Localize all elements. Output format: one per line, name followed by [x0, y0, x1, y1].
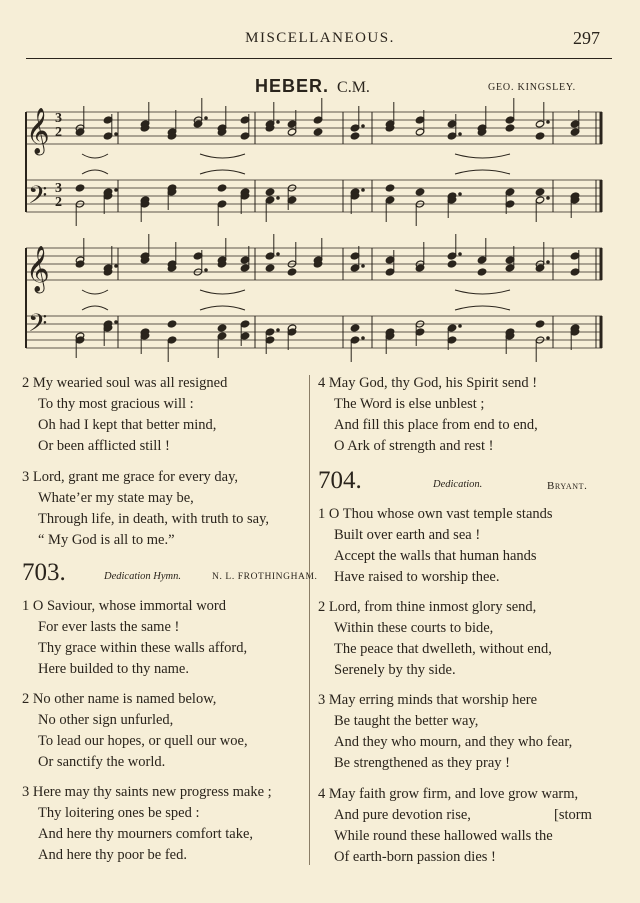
- note-head: [535, 188, 544, 196]
- verse-line: Thy loitering ones be sped :: [38, 805, 200, 821]
- verse-line: Serenely by thy side.: [334, 662, 456, 678]
- stanza-704-4: [318, 784, 592, 868]
- notes: [75, 98, 579, 362]
- time-sig-top: 3: [55, 181, 62, 196]
- verse-line: 1 O Saviour, whose immortal word: [22, 598, 227, 614]
- dot: [205, 117, 208, 120]
- dot: [115, 189, 118, 192]
- time-sig-top: 3: [55, 111, 62, 126]
- verse-line: O Ark of strength and rest !: [334, 438, 494, 454]
- note-head: [350, 324, 359, 332]
- bass-clef-icon: 𝄢: [28, 181, 48, 216]
- tune-name: HEBER.: [255, 76, 330, 96]
- verse-line: For ever lasts the same !: [38, 619, 180, 635]
- stanza-704-2: [318, 597, 552, 681]
- clefs: [26, 108, 50, 344]
- verse-line: And here thy mourners comfort take,: [38, 826, 254, 842]
- slur: [200, 290, 245, 294]
- barlines: [26, 112, 601, 348]
- dot: [277, 253, 280, 256]
- hymn-title: Dedication.: [433, 479, 483, 490]
- dot: [547, 121, 550, 124]
- dot: [277, 121, 280, 124]
- note-head: [535, 132, 544, 140]
- verse-line: Thy grace within these walls afford,: [38, 640, 248, 656]
- verse-line: No other sign unfurled,: [38, 712, 174, 728]
- dot: [362, 125, 365, 128]
- verse-line: 3 Lord, grant me grace for every day,: [22, 469, 239, 485]
- verse-line: Oh had I kept that better mind,: [38, 417, 217, 433]
- note-head: [447, 260, 456, 268]
- dot: [547, 197, 550, 200]
- note-head: [313, 128, 322, 136]
- hymn-title: Dedication Hymn.: [104, 571, 181, 582]
- verse-line: Accept the walls that human hands: [334, 548, 537, 564]
- dot: [205, 269, 208, 272]
- time-signatures: [55, 111, 62, 210]
- slur: [200, 154, 245, 158]
- dot: [459, 133, 462, 136]
- verse-line: 2 Lord, from thine inmost glory send,: [318, 599, 537, 615]
- hymn-author: N. L. FROTHINGHAM.: [212, 572, 318, 582]
- verse-line: And here thy poor be fed.: [38, 847, 187, 863]
- verse-line: And pure devotion rise,: [334, 807, 471, 823]
- dot: [459, 325, 462, 328]
- verse-line: And they who mourn, and they who fear,: [334, 734, 573, 750]
- slur: [200, 170, 245, 174]
- note-head: [535, 320, 544, 328]
- treble-clef-icon: 𝄞: [26, 108, 50, 154]
- dot: [362, 337, 365, 340]
- time-sig-bottom: 2: [55, 195, 62, 210]
- slur: [82, 170, 108, 174]
- dot: [362, 189, 365, 192]
- slur: [455, 306, 510, 310]
- dot: [362, 265, 365, 268]
- dot: [277, 329, 280, 332]
- stanza-703-3: [22, 782, 272, 866]
- dot: [547, 261, 550, 264]
- hymn-number: 704.: [318, 467, 362, 494]
- verse-line: Through life, in death, with truth to say,: [38, 511, 270, 527]
- verse-line: 2 No other name is named below,: [22, 691, 217, 707]
- note-head: [75, 184, 84, 192]
- tune-composer: GEO. KINGSLEY.: [488, 82, 576, 93]
- note-head: [217, 324, 226, 332]
- verse-line: To thy most gracious will :: [38, 396, 194, 412]
- time-sig-bottom: 2: [55, 125, 62, 140]
- verse-line: Of earth-born passion dies !: [334, 849, 496, 865]
- verse-line: 4 May faith grow firm, and love grow warm,: [318, 786, 579, 802]
- verse-line: 3 Here may thy saints new progress make ;: [22, 784, 272, 800]
- hymn-number: 703.: [22, 559, 66, 586]
- verse-line: Or been afflicted still !: [38, 438, 170, 454]
- verse-line: Within these courts to bide,: [334, 620, 494, 636]
- slur: [82, 290, 108, 294]
- bass-clef-icon: 𝄢: [28, 309, 48, 344]
- dot: [115, 265, 118, 268]
- dot: [459, 193, 462, 196]
- stanza-702-4: [318, 373, 538, 457]
- note-head: [385, 184, 394, 192]
- verse-line: 2 My wearied soul was all resigned: [22, 375, 228, 391]
- dot: [277, 197, 280, 200]
- verse-turnover: [storm: [554, 807, 592, 823]
- verse-line: The Word is else unblest ;: [334, 396, 485, 412]
- verse-line: Be taught the better way,: [334, 713, 479, 729]
- verse-line: The peace that dwelleth, without end,: [334, 641, 552, 657]
- verse-line: 3 May erring minds that worship here: [318, 692, 538, 708]
- verse-line: 4 May God, thy God, his Spirit send !: [318, 375, 538, 391]
- slur: [455, 170, 510, 174]
- dot: [547, 337, 550, 340]
- slur: [82, 306, 108, 310]
- page-number: 297: [573, 28, 600, 48]
- verse-line: Be strengthened as they pray !: [334, 755, 510, 771]
- note-head: [265, 264, 274, 272]
- verse-line: Here builded to thy name.: [38, 661, 189, 677]
- note-head: [167, 320, 176, 328]
- stanza-703-1: [22, 596, 247, 680]
- note-head: [350, 132, 359, 140]
- verse-line: And fill this place from end to end,: [334, 417, 538, 433]
- slur: [455, 154, 510, 158]
- dot: [459, 253, 462, 256]
- dot: [115, 321, 118, 324]
- note-head: [415, 188, 424, 196]
- music-score: [0, 0, 640, 370]
- stanza-continuation-3: [22, 467, 269, 551]
- note-head: [505, 124, 514, 132]
- verse-line: To lead our hopes, or quell our woe,: [38, 733, 248, 749]
- note-head: [217, 184, 226, 192]
- verse-line: Built over earth and sea !: [334, 527, 481, 543]
- stanza-continuation-2: [22, 373, 227, 457]
- note-head: [287, 268, 296, 276]
- slur: [200, 306, 245, 310]
- slur: [82, 154, 108, 158]
- verse-line: While round these hallowed walls the: [334, 828, 553, 844]
- hymn-author: Bryant.: [547, 480, 588, 492]
- stanza-703-2: [22, 689, 248, 773]
- verse-line: “ My God is all to me.”: [38, 532, 175, 548]
- verse-line: Whate’er my state may be,: [38, 490, 194, 506]
- treble-clef-icon: 𝄞: [26, 246, 50, 292]
- verse-line: 1 O Thou whose own vast temple stands: [318, 506, 553, 522]
- running-header: MISCELLANEOUS.: [245, 30, 395, 46]
- stanza-704-1: [318, 504, 553, 588]
- note-head: [477, 268, 486, 276]
- tune-meter: C.M.: [337, 79, 370, 96]
- staff-lines: [26, 112, 602, 348]
- dot: [115, 133, 118, 136]
- stanza-704-3: [318, 690, 572, 774]
- note-head: [265, 188, 274, 196]
- verse-line: Or sanctify the world.: [38, 754, 166, 770]
- verse-line: Have raised to worship thee.: [334, 569, 500, 585]
- slur: [455, 290, 510, 294]
- column-rule: [309, 375, 310, 865]
